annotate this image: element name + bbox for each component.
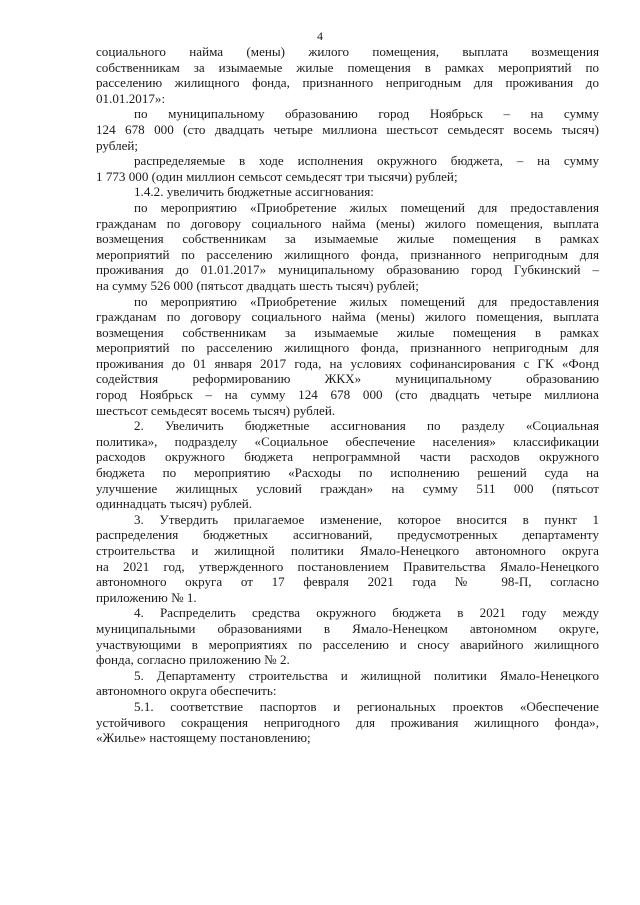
text-line: 1.4.2. увеличить бюджетные ассигнования:	[134, 184, 374, 200]
body-text	[96, 44, 599, 746]
text-line: фонда, согласно приложению № 2.	[96, 652, 290, 668]
text-line: возмещения собственникам за изымаемые жилые помещения в рамках	[96, 231, 599, 247]
text-line: бюджета по мероприятию «Расходы по исполнению решений суда на	[96, 465, 599, 481]
text-line: гражданам по договору социального найма (мены) жилого помещения, выплата	[96, 215, 599, 231]
text-line: 124 678 000 (сто двадцать четыре миллиона шестьсот семьдесят восемь тысяч)	[96, 121, 599, 137]
text-line: 5. Департаменту строительства и жилищной политики Ямало-Ненецкого	[134, 667, 599, 683]
text-line: 2. Увеличить бюджетные ассигнования по разделу «Социальная	[134, 418, 599, 434]
text-line: 01.01.2017»:	[96, 90, 166, 106]
text-line: возмещения собственникам за изымаемые жилые помещения в рамках	[96, 324, 599, 340]
text-line: распределения бюджетных ассигнований, предусмотренных департаменту	[96, 527, 599, 543]
text-line: участвующими в мероприятиях по расселению и сносу аварийного жилищного	[96, 636, 599, 652]
text-line: 5.1. соответствие паспортов и региональных проектов «Обеспечение	[134, 698, 599, 714]
text-line: 3. Утвердить прилагаемое изменение, которое вносится в пункт 1	[134, 511, 599, 527]
text-line: на сумму 526 000 (пятьсот двадцать шесть тысяч) рублей;	[96, 277, 419, 293]
text-line: гражданам по договору социального найма (мены) жилого помещения, выплата	[96, 309, 599, 325]
text-line: по мероприятию «Приобретение жилых помещений для предоставления	[134, 293, 599, 309]
text-line: «Жилье» настоящему постановлению;	[96, 730, 311, 746]
text-line: проживания до 01 января 2017 года, на условиях софинансирования с ГК «Фонд	[96, 355, 599, 371]
text-line: автономного округа от 17 февраля 2021 года № 98-П, согласно	[96, 574, 599, 590]
text-line: 4. Распределить средства окружного бюджета в 2021 году между	[134, 605, 599, 621]
text-line: одиннадцать тысяч) рублей.	[96, 496, 253, 512]
text-line: устойчивого сокращения непригодного для проживания жилищного фонда»,	[96, 714, 599, 730]
text-line: по муниципальному образованию город Ноябрьск – на сумму	[134, 106, 599, 122]
text-line: шестьсот семьдесят восемь тысяч) рублей.	[96, 402, 336, 418]
text-line: муниципальными образованиями в Ямало-Ненецком автономном округе,	[96, 620, 599, 636]
text-line: рублей;	[96, 137, 139, 153]
text-line: на 2021 год, утвержденного постановлением Правительства Ямало-Ненецкого	[96, 558, 599, 574]
text-line: автономного округа обеспечить:	[96, 683, 277, 699]
text-line: расходов окружного бюджета непрограммной части расходов окружного	[96, 449, 599, 465]
text-line: социального найма (мены) жилого помещения, выплата возмещения	[96, 44, 599, 59]
text-line: расселению жилищного фонда, признанного непригодным для проживания до	[96, 75, 599, 91]
text-line: мероприятий по расселению жилищного фонда, признанного непригодным для	[96, 340, 599, 356]
text-line: мероприятий по расселению жилищного фонда, признанного непригодным для	[96, 246, 599, 262]
text-line: по мероприятию «Приобретение жилых помещений для предоставления	[134, 199, 599, 215]
page-number: 4	[317, 29, 323, 43]
text-line: политика», подразделу «Социальное обеспечение населения» классификации	[96, 433, 599, 449]
text-line: 1 773 000 (один миллион семьсот семьдесят три тысячи) рублей;	[96, 168, 458, 184]
text-line: распределяемые в ходе исполнения окружного бюджета, – на сумму	[134, 153, 599, 169]
text-line: город Ноябрьск – на сумму 124 678 000 (сто двадцать четыре миллиона	[96, 387, 599, 403]
text-line: приложению № 1.	[96, 589, 197, 605]
text-line: проживания до 01.01.2017» муниципальному образованию город Губкинский –	[96, 262, 599, 278]
text-line: строительства и жилищной политики Ямало-Ненецкого автономного округа	[96, 543, 599, 558]
text-line: улучшение жилищных условий граждан» на сумму 511 000 (пятьсот	[96, 480, 599, 496]
text-line: содействия реформированию ЖКХ» муниципальному образованию	[96, 371, 599, 387]
text-line: собственникам за изымаемые жилые помещения в рамках мероприятий по	[96, 59, 599, 75]
